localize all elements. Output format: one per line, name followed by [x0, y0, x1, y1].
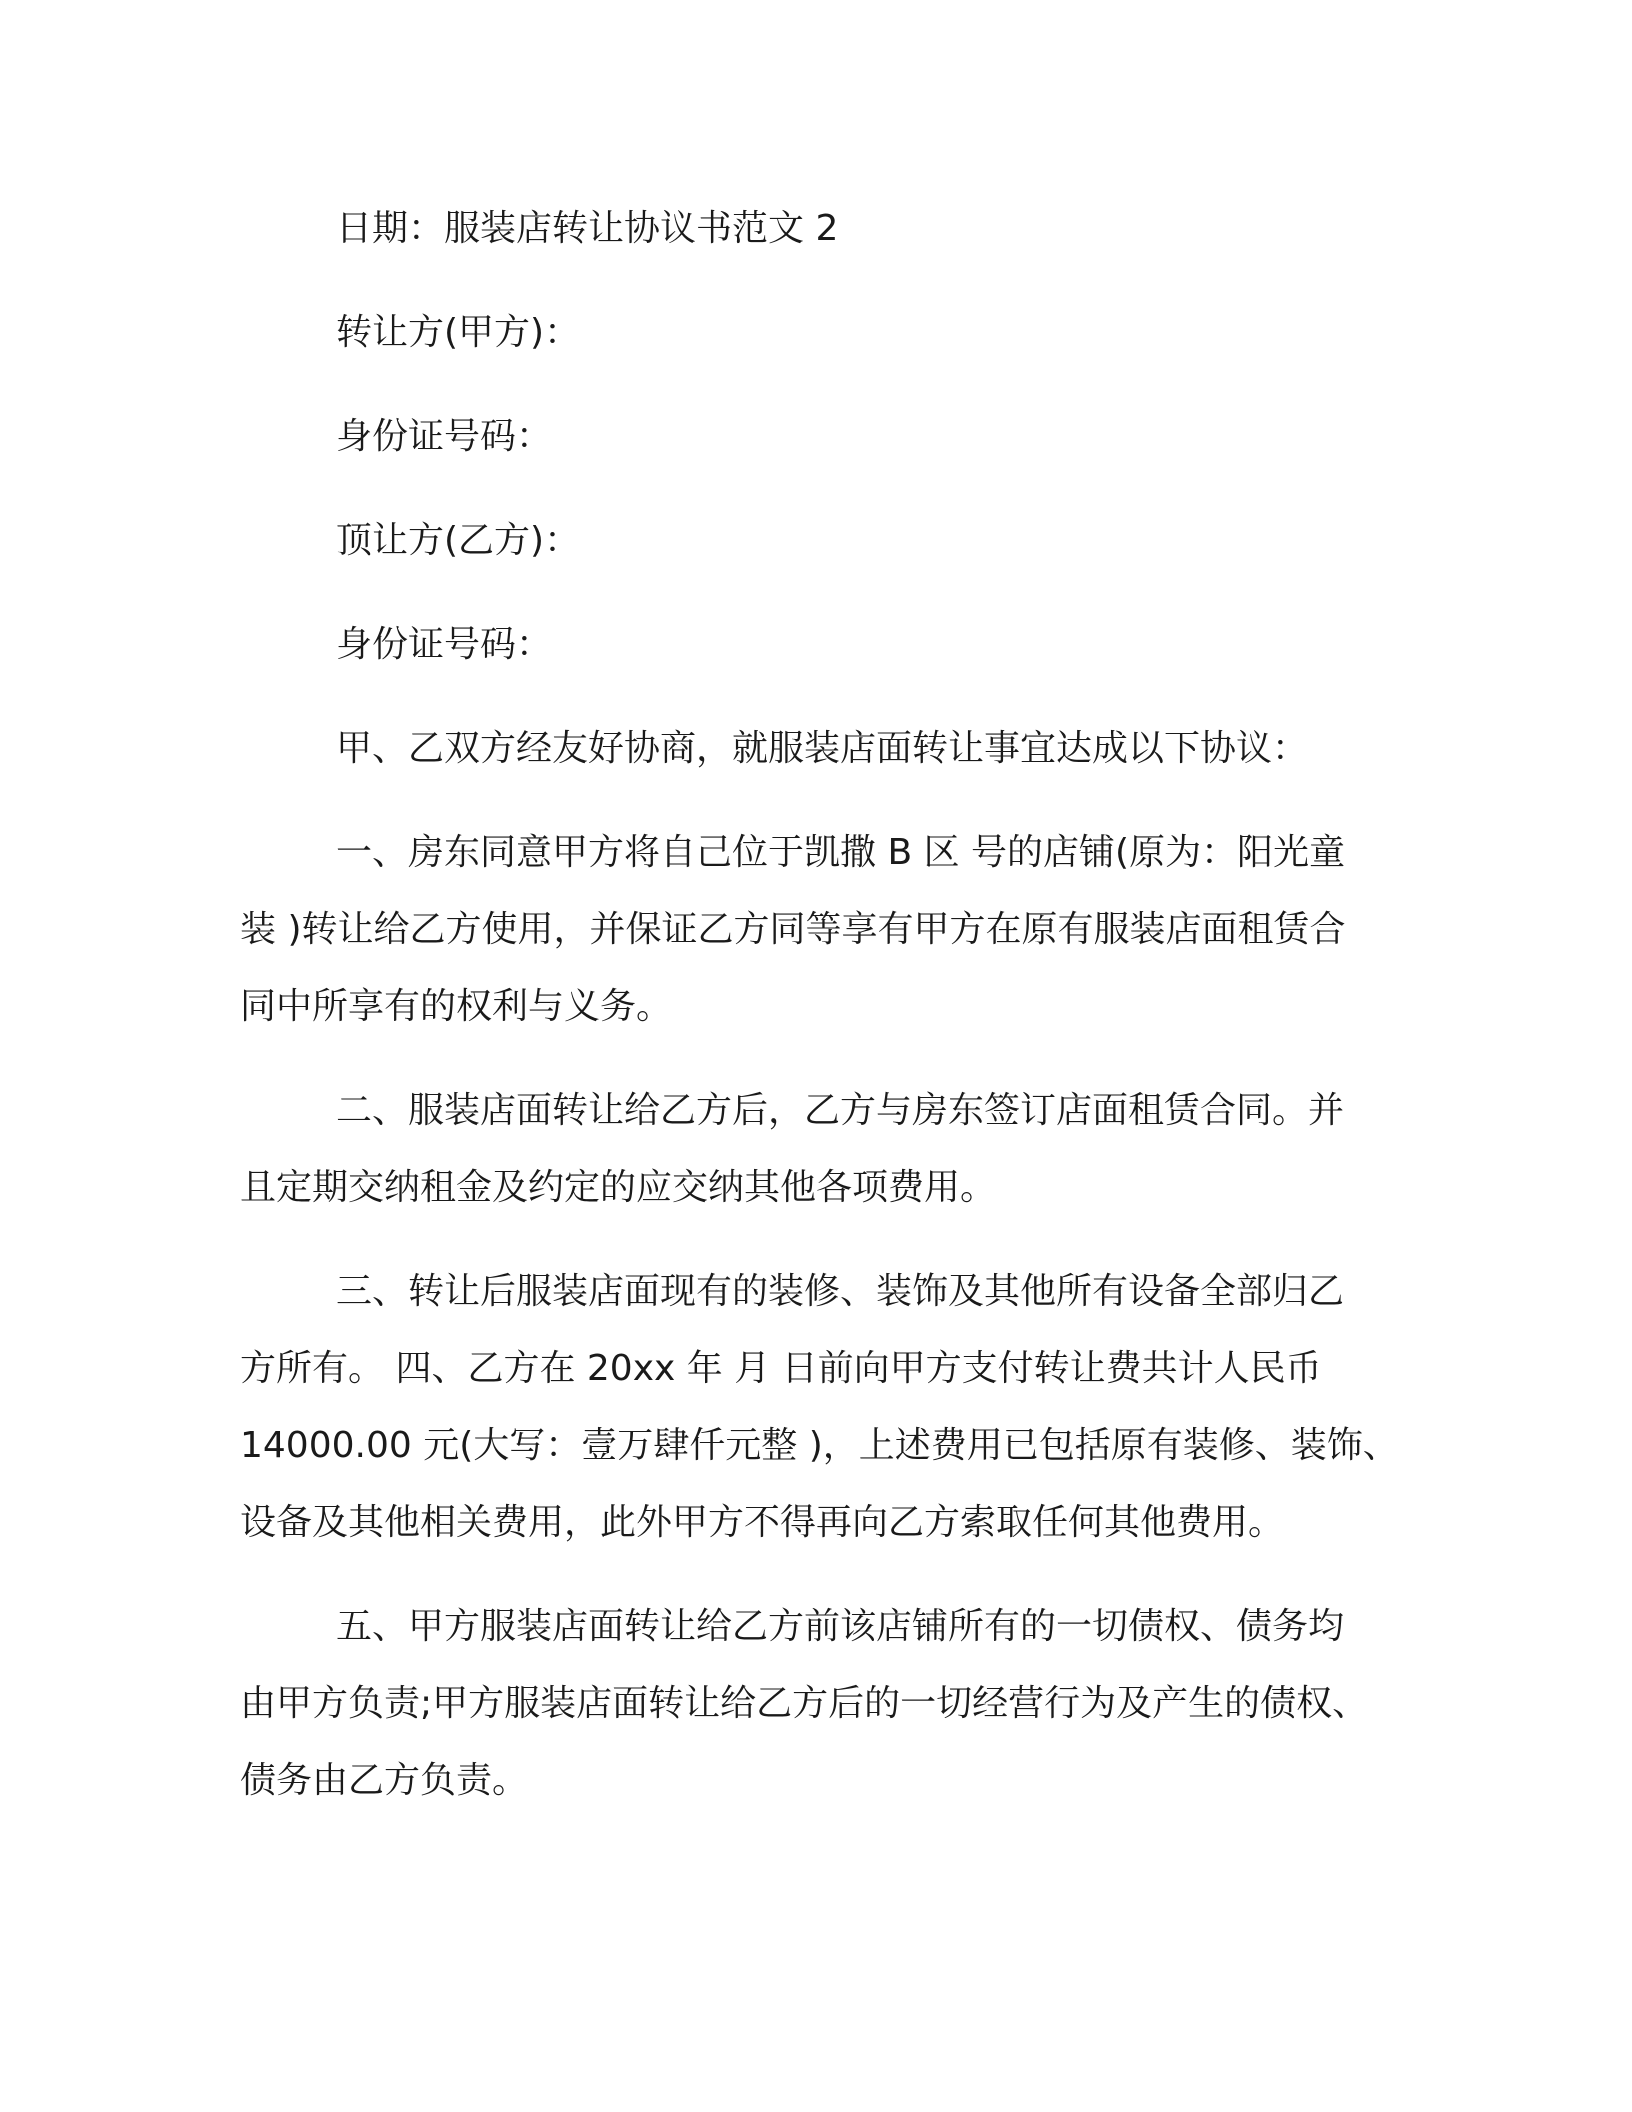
clause-2 — [240, 1072, 1400, 1226]
clause-3-line: 方所有。 四、乙方在 20xx 年 月 日前向甲方支付转让费共计人民币 — [240, 1348, 1322, 1389]
clause-3-line: 设备及其他相关费用，此外甲方不得再向乙方索取任何其他费用。 — [240, 1502, 1285, 1543]
clause-5-line: 债务由乙方负责。 — [240, 1760, 529, 1801]
clause-3-4 — [240, 1253, 1400, 1561]
intro-paragraph: 甲、乙双方经友好协商，就服装店面转让事宜达成以下协议： — [336, 728, 1309, 769]
transferor-id-line: 身份证号码： — [336, 416, 553, 457]
document-page — [240, 190, 1400, 1819]
clause-1-line: 同中所享有的权利与义务。 — [240, 986, 673, 1027]
transferee-line: 顶让方(乙方)： — [336, 520, 581, 561]
clause-2-line: 二、服装店面转让给乙方后，乙方与房东签订店面租赁合同。并 — [336, 1090, 1345, 1131]
clause-1-line: 一、房东同意甲方将自己位于凯撒 B 区 号的店铺(原为：阳光童 — [336, 832, 1346, 873]
clause-5 — [240, 1588, 1400, 1819]
clause-1-line: 装 )转让给乙方使用，并保证乙方同等享有甲方在原有服装店面租赁合 — [240, 909, 1346, 950]
clause-5-line: 五、甲方服装店面转让给乙方前该店铺所有的一切债权、债务均 — [336, 1606, 1345, 1647]
clause-3-line: 三、转让后服装店面现有的装修、装饰及其他所有设备全部归乙 — [336, 1271, 1345, 1312]
clause-2-line: 且定期交纳租金及约定的应交纳其他各项费用。 — [240, 1167, 997, 1208]
date-line: 日期：服装店转让协议书范文 2 — [336, 208, 839, 249]
clause-1 — [240, 814, 1400, 1045]
transferee-id-line: 身份证号码： — [336, 624, 553, 665]
clause-5-line: 由甲方负责;甲方服装店面转让给乙方后的一切经营行为及产生的债权、 — [240, 1683, 1369, 1724]
transferor-line: 转让方(甲方)： — [336, 312, 581, 353]
clause-3-line: 14000.00 元(大写：壹万肆仟元整 )，上述费用已包括原有装修、装饰、 — [240, 1425, 1399, 1466]
